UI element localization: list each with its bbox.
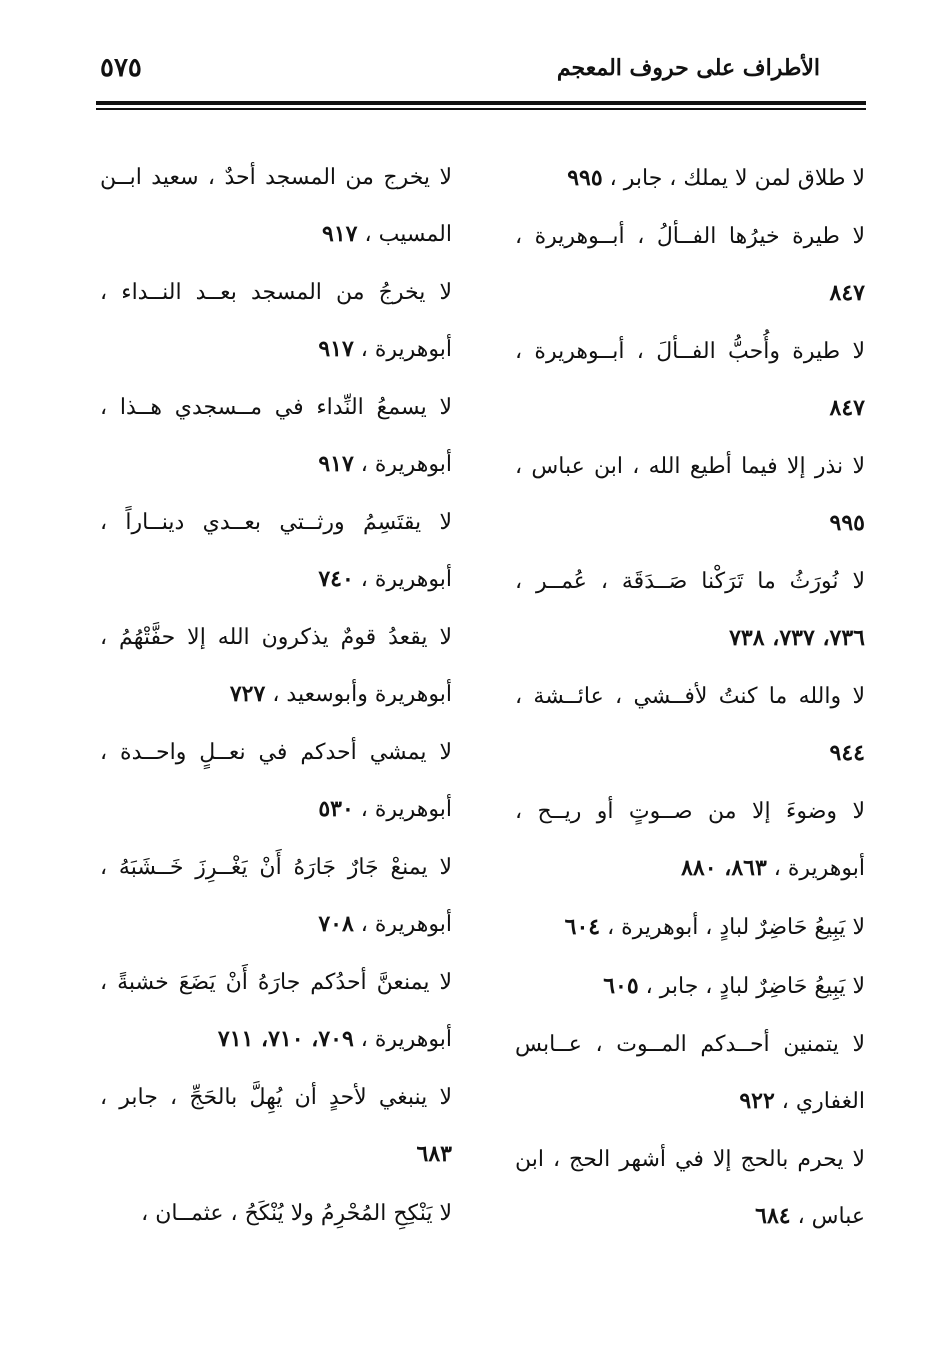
entry-refs: ٦٨٤: [755, 1203, 791, 1229]
index-entry: [515, 958, 865, 1015]
entry-refs: ٩٩٥: [567, 165, 603, 191]
entry-refs: ٩٩٥: [829, 510, 865, 536]
entry-text: لا يقتَسِمُ ورثــتي بعــدي دينــاراً ، أبوهريرة ،: [100, 510, 452, 592]
index-entry: [100, 955, 452, 1068]
index-entry: [515, 899, 865, 956]
entry-refs: ٨٤٧: [829, 395, 865, 421]
index-entry: [100, 610, 452, 723]
index-entry: [100, 725, 452, 838]
index-entry: [515, 1132, 865, 1245]
index-entry: [100, 840, 452, 953]
page-header: [100, 55, 820, 95]
entry-text: لا يَبِيعُ حَاضِرٌ لبادٍ ، أبوهريرة ،: [607, 915, 865, 940]
entry-text: لا يسمعُ النِّداء في مــسجدي هــذا ، أبوهريرة ،: [100, 395, 452, 477]
index-entry: [100, 1185, 452, 1242]
index-entry: [515, 150, 865, 207]
entry-text: لا طلاق لمن لا يملك ، جابر ،: [609, 166, 865, 191]
page-number: ٥٧٥: [100, 53, 142, 83]
entry-text: لا يَبِيعُ حَاضِرٌ لبادٍ ، جابر ،: [645, 974, 865, 999]
entry-refs: ٦٨٣: [416, 1141, 452, 1167]
entry-refs: ٨٤٧: [829, 280, 865, 306]
entry-text: لا يخرجُ من المسجد بعــد النــداء ، أبوهريرة ،: [100, 280, 452, 362]
entry-text: لا طيرة وأُحبُّ الفــألَ ، أبــوهريرة ،: [515, 339, 865, 364]
index-entry: [100, 150, 452, 263]
entry-text: لا يتمنين أحــدكم المــوت ، عــابس الغفاري ،: [515, 1032, 865, 1114]
entry-refs: ٩٢٢: [739, 1088, 775, 1114]
index-entry: [100, 1070, 452, 1183]
entry-refs: ٨٦٣، ٨٨٠: [681, 855, 767, 881]
index-entry: [100, 265, 452, 378]
entry-refs: ٧٢٧: [229, 681, 266, 707]
index-entry: [515, 1017, 865, 1130]
entry-refs: ٩١٧: [318, 451, 354, 477]
entry-text: لا يحرم بالحج إلا في أشهر الحج ، ابن عباس ،: [515, 1147, 865, 1229]
entry-refs: ٦٠٥: [603, 973, 639, 999]
index-entry: [515, 324, 865, 437]
running-title: الأطراف على حروف المعجم: [556, 55, 820, 81]
entry-text: لا يَنْكِحِ المُحْرِمُ ولا يُنْكَحُ ، عثمــان ،: [141, 1201, 452, 1226]
index-entry: [515, 784, 865, 897]
header-rule-thin: [96, 108, 866, 110]
entry-refs: ٧٣٦، ٧٣٧، ٧٣٨: [729, 625, 865, 651]
entry-refs: ٩١٧: [322, 221, 358, 247]
right-column: [515, 150, 865, 1247]
entry-refs: ٧٠٩، ٧١٠، ٧١١: [217, 1026, 354, 1052]
index-entry: [515, 439, 865, 552]
entry-refs: ٧٠٨: [318, 911, 354, 937]
entry-text: لا نُورَثُ ما تَرَكْنا صَــدَقَة ، عُمــر ،: [515, 569, 865, 594]
entry-text: لا يمنعنَّ أحدُكم جارَهُ أَنْ يَضَعَ خشبةً ، أبوهريرة ،: [100, 970, 452, 1052]
index-entry: [515, 669, 865, 782]
index-entry: [100, 380, 452, 493]
entry-refs: ٥٣٠: [318, 796, 354, 822]
index-entry: [515, 209, 865, 322]
entry-text: لا طيرة خيرُها الفــألُ ، أبــوهريرة ،: [515, 224, 865, 249]
left-column: [100, 150, 452, 1244]
entry-refs: ٩٤٤: [829, 740, 865, 766]
entry-refs: ٦٠٤: [564, 914, 601, 940]
entry-text: لا يخرج من المسجد أحدٌ ، سعيد ابــن المسيب ،: [100, 165, 452, 247]
entry-text: لا وضوءَ إلا من صــوتٍ أو ريــح ، أبوهريرة ،: [515, 799, 865, 881]
index-entry: [100, 495, 452, 608]
entry-refs: ٩١٧: [318, 336, 354, 362]
entry-refs: ٧٤٠: [318, 566, 354, 592]
entry-text: لا يمشي أحدكم في نعــلٍ واحــدة ، أبوهريرة ،: [100, 740, 452, 822]
index-entry: [515, 554, 865, 667]
entry-text: لا يمنعْ جَارٌ جَارَهُ أَنْ يَغْــرِزَ خَــشَبَهُ ، أبوهريرة ،: [100, 855, 452, 937]
entry-text: لا نذر إلا فيما أطيع الله ، ابن عباس ،: [515, 454, 865, 479]
entry-text: لا ينبغي لأحدٍ أن يُهِلَّ بالحَجِّ ، جابر ،: [100, 1085, 452, 1110]
entry-text: لا والله ما كنتُ لأفــشي ، عائــشة ،: [515, 684, 865, 709]
header-rule-thick: [96, 101, 866, 105]
entry-text: لا يقعدُ قومٌ يذكرون الله إلا حفَّتْهُمُ ، أبوهريرة وأبوسعيد ،: [100, 625, 452, 707]
